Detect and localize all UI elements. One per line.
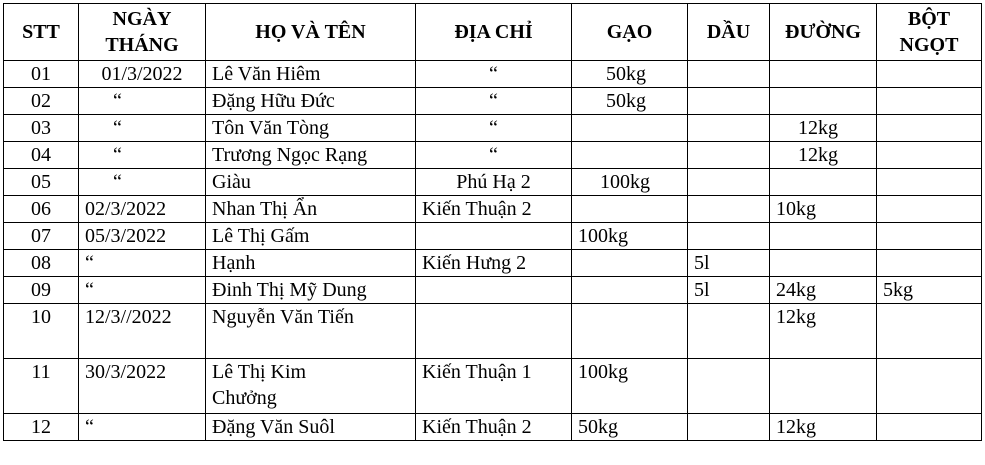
table-row <box>4 250 982 277</box>
cell-name: Tôn Văn Tòng <box>206 115 416 142</box>
cell-name: Lê Văn Hiêm <box>206 61 416 88</box>
cell-stt: 09 <box>4 277 79 304</box>
cell-oil: 5l <box>688 250 770 277</box>
cell-rice <box>572 115 688 142</box>
cell-sugar: 10kg <box>770 196 877 223</box>
cell-name: Giàu <box>206 169 416 196</box>
table-row <box>4 277 982 304</box>
cell-address: Kiến Hưng 2 <box>416 250 572 277</box>
cell-sugar <box>770 88 877 115</box>
cell-oil <box>688 223 770 250</box>
cell-date: “ <box>79 414 206 441</box>
cell-sugar: 12kg <box>770 115 877 142</box>
cell-address <box>416 277 572 304</box>
cell-name: Lê Thị Gấm <box>206 223 416 250</box>
cell-msg <box>877 414 982 441</box>
header-date: NGÀY THÁNG <box>79 4 206 61</box>
table-row <box>4 414 982 441</box>
cell-date: 12/3//2022 <box>79 304 206 359</box>
header-rice: GẠO <box>572 4 688 61</box>
cell-address: “ <box>416 115 572 142</box>
cell-sugar <box>770 250 877 277</box>
header-address: ĐỊA CHỈ <box>416 4 572 61</box>
cell-stt: 01 <box>4 61 79 88</box>
cell-sugar <box>770 223 877 250</box>
table-row <box>4 304 982 359</box>
cell-address: “ <box>416 142 572 169</box>
cell-rice <box>572 196 688 223</box>
table-row <box>4 196 982 223</box>
cell-msg <box>877 250 982 277</box>
cell-stt: 08 <box>4 250 79 277</box>
cell-oil <box>688 196 770 223</box>
cell-date: “ <box>79 169 206 196</box>
cell-rice: 100kg <box>572 169 688 196</box>
cell-msg <box>877 169 982 196</box>
cell-rice <box>572 304 688 359</box>
cell-name: Nhan Thị Ẩn <box>206 196 416 223</box>
cell-stt: 05 <box>4 169 79 196</box>
table-row <box>4 142 982 169</box>
cell-stt: 12 <box>4 414 79 441</box>
cell-sugar: 24kg <box>770 277 877 304</box>
cell-sugar <box>770 359 877 414</box>
cell-date: 30/3/2022 <box>79 359 206 414</box>
cell-oil <box>688 88 770 115</box>
distribution-table <box>3 3 982 441</box>
cell-name: Đặng Hữu Đức <box>206 88 416 115</box>
table-header-row <box>4 4 982 61</box>
header-name: HỌ VÀ TÊN <box>206 4 416 61</box>
cell-date: 01/3/2022 <box>79 61 206 88</box>
cell-address: Kiến Thuận 1 <box>416 359 572 414</box>
cell-date: “ <box>79 250 206 277</box>
cell-stt: 11 <box>4 359 79 414</box>
cell-name: Đinh Thị Mỹ Dung <box>206 277 416 304</box>
cell-date: 02/3/2022 <box>79 196 206 223</box>
cell-rice <box>572 142 688 169</box>
cell-date: 05/3/2022 <box>79 223 206 250</box>
cell-date: “ <box>79 142 206 169</box>
table-row <box>4 88 982 115</box>
cell-sugar: 12kg <box>770 142 877 169</box>
cell-name: Đặng Văn Suôl <box>206 414 416 441</box>
cell-oil <box>688 304 770 359</box>
cell-rice: 50kg <box>572 414 688 441</box>
cell-address <box>416 223 572 250</box>
cell-msg <box>877 88 982 115</box>
cell-address: Kiến Thuận 2 <box>416 414 572 441</box>
table-row <box>4 359 982 414</box>
cell-date: “ <box>79 88 206 115</box>
cell-name: Hạnh <box>206 250 416 277</box>
cell-rice: 50kg <box>572 88 688 115</box>
cell-address <box>416 304 572 359</box>
table-row <box>4 223 982 250</box>
cell-msg <box>877 304 982 359</box>
cell-address: Kiến Thuận 2 <box>416 196 572 223</box>
cell-oil: 5l <box>688 277 770 304</box>
cell-oil <box>688 414 770 441</box>
cell-oil <box>688 61 770 88</box>
cell-sugar: 12kg <box>770 414 877 441</box>
table-row <box>4 115 982 142</box>
cell-sugar <box>770 169 877 196</box>
cell-stt: 02 <box>4 88 79 115</box>
cell-stt: 03 <box>4 115 79 142</box>
cell-oil <box>688 142 770 169</box>
cell-stt: 04 <box>4 142 79 169</box>
cell-date: “ <box>79 115 206 142</box>
cell-name: Nguyễn Văn Tiến <box>206 304 416 359</box>
cell-sugar <box>770 61 877 88</box>
cell-oil <box>688 169 770 196</box>
cell-msg <box>877 359 982 414</box>
cell-oil <box>688 359 770 414</box>
cell-stt: 07 <box>4 223 79 250</box>
header-stt: STT <box>4 4 79 61</box>
cell-msg <box>877 142 982 169</box>
header-msg: BỘT NGỌT <box>877 4 982 61</box>
cell-name: Lê Thị Kim Chưởng <box>206 359 416 414</box>
cell-sugar: 12kg <box>770 304 877 359</box>
cell-name: Trương Ngọc Rạng <box>206 142 416 169</box>
cell-msg: 5kg <box>877 277 982 304</box>
cell-oil <box>688 115 770 142</box>
cell-rice <box>572 277 688 304</box>
cell-rice <box>572 250 688 277</box>
table-row <box>4 169 982 196</box>
cell-rice: 100kg <box>572 359 688 414</box>
cell-address: Phú Hạ 2 <box>416 169 572 196</box>
cell-date: “ <box>79 277 206 304</box>
cell-rice: 50kg <box>572 61 688 88</box>
cell-stt: 06 <box>4 196 79 223</box>
cell-msg <box>877 61 982 88</box>
header-sugar: ĐƯỜNG <box>770 4 877 61</box>
cell-msg <box>877 115 982 142</box>
cell-rice: 100kg <box>572 223 688 250</box>
table-row <box>4 61 982 88</box>
cell-msg <box>877 196 982 223</box>
cell-msg <box>877 223 982 250</box>
cell-address: “ <box>416 88 572 115</box>
cell-address: “ <box>416 61 572 88</box>
cell-stt: 10 <box>4 304 79 359</box>
header-oil: DẦU <box>688 4 770 61</box>
